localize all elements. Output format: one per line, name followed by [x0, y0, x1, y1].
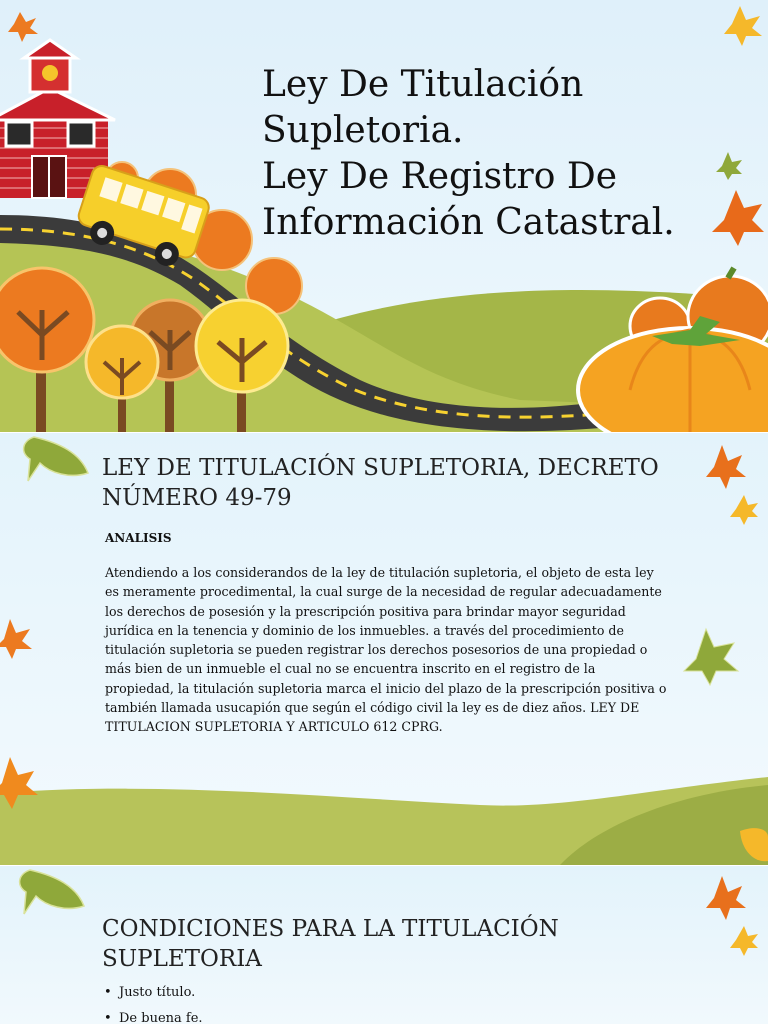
- conditions-list: [102, 980, 203, 1024]
- list-item: • De buena fe.: [102, 1006, 203, 1024]
- section-label: ANALISIS: [105, 531, 172, 545]
- title-slide: [0, 0, 768, 432]
- slide-title: [262, 62, 742, 246]
- slide-heading: CONDICIONES PARA LA TITULACIÓN SUPLETORIA: [102, 916, 559, 972]
- list-item: • Justo título.: [102, 980, 203, 1006]
- conditions-slide: [0, 866, 768, 1024]
- title-line: Información Catastral.: [262, 202, 675, 243]
- title-line: Supletoria.: [262, 110, 464, 151]
- slide-heading: LEY DE TITULACIÓN SUPLETORIA, DECRETO NÚMERO 49-79: [102, 455, 659, 511]
- analysis-paragraph: Atendiendo a los considerandos de la ley de titulación supletoria, el objeto de esta ley es meramente procedimental, la cual surge de la necesidad de regular adecuadamente los derechos de posesión y la prescripción positiva para brindar mayor seguridad jurídica en la tenencia y dominio de los inmuebles. a través del procedimiento de titulación supletoria se pueden registrar los derechos posesorios de una propiedad o más bien de un inmueble el cual no se encuentra inscrito en el registro de la propiedad, la titulación supletoria marca el inicio del plazo de la prescripción positiva o también llamada usucapión que según el código civil la ley es de diez años. LEY DE TITULACION SUPLETORIA Y ARTICULO 612 CPRG.: [105, 565, 667, 735]
- title-line: Ley De Titulación: [262, 64, 584, 105]
- analysis-slide: [0, 433, 768, 865]
- title-line: Ley De Registro De: [262, 156, 618, 197]
